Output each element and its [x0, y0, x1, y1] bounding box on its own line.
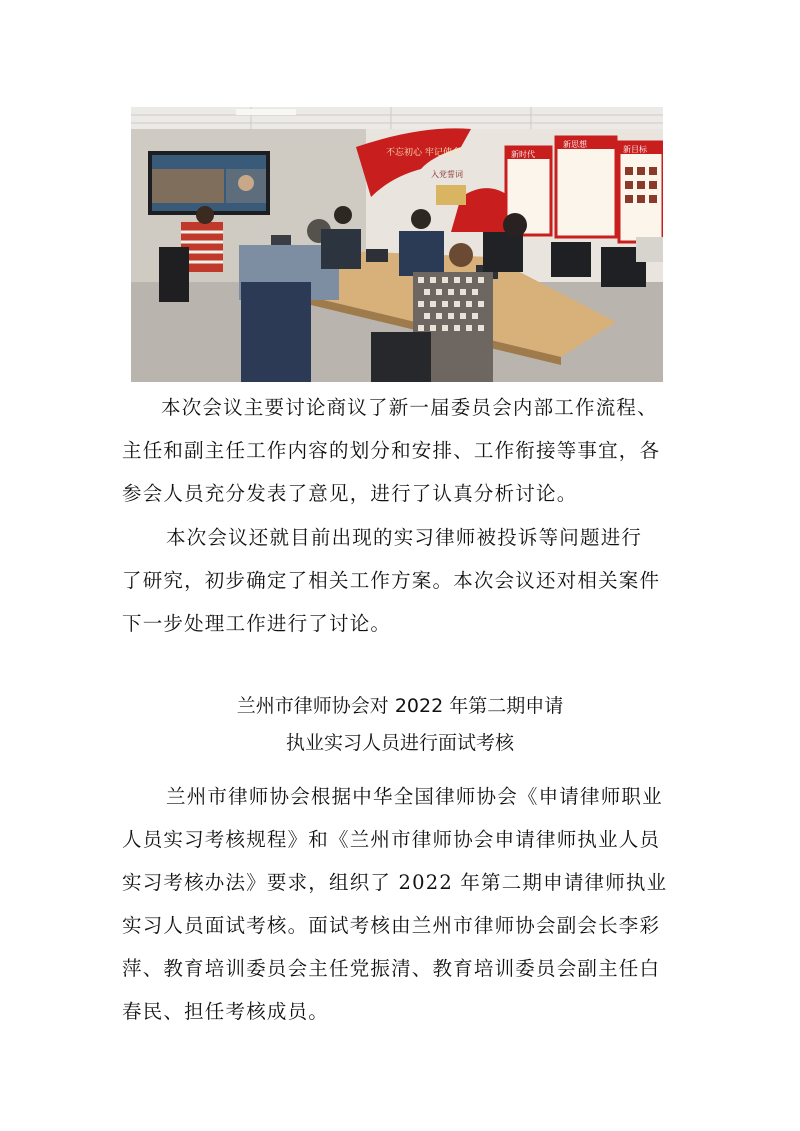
heading-line: 兰州市律师协会对 2022 年第二期申请 — [236, 695, 564, 717]
paragraph-line: 主任和副主任工作内容的划分和安排、工作衔接等事宜，各 — [122, 439, 661, 462]
paragraph-line: 兰州市律师协会根据中华全国律师协会《申请律师职业 — [166, 785, 663, 808]
paragraph-line: 实习人员面试考核。面试考核由兰州市律师协会副会长李彩 — [122, 914, 661, 937]
wall-banner-text: 不忘初心 牢记使命 — [386, 148, 461, 158]
wall-sign-text: 入党誓词 — [431, 170, 463, 179]
paragraph-line: 本次会议主要讨论商议了新一届委员会内部工作流程、 — [161, 396, 658, 419]
paragraph-line: 萍、教育培训委员会主任党振清、教育培训委员会副主任白 — [122, 957, 661, 980]
paragraph-meeting-discussion — [122, 386, 678, 515]
paragraph-line: 参会人员充分发表了意见，进行了认真分析讨论。 — [122, 482, 578, 505]
meeting-photo — [131, 107, 663, 382]
paragraph-complaint-research — [122, 516, 678, 645]
paragraph-line: 本次会议还就目前出现的实习律师被投诉等问题进行 — [166, 526, 643, 549]
board-title-2: 新思想 — [563, 140, 587, 149]
section-heading — [122, 688, 678, 762]
paragraph-line: 人员实习考核规程》和《兰州市律师协会申请律师执业人员 — [122, 828, 661, 851]
paragraph-line: 下一步处理工作进行了讨论。 — [122, 612, 392, 635]
paragraph-line: 实习考核办法》要求，组织了 2022 年第二期申请律师执业 — [122, 871, 668, 894]
board-title-3: 新目标 — [623, 145, 647, 154]
board-title-1: 新时代 — [511, 150, 535, 159]
paragraph-line: 了研究，初步确定了相关工作方案。本次会议还对相关案件 — [122, 569, 661, 592]
heading-line: 执业实习人员进行面试考核 — [285, 732, 514, 754]
paragraph-interview-assessment — [122, 775, 678, 1033]
paragraph-line: 春民、担任考核成员。 — [122, 1000, 330, 1023]
